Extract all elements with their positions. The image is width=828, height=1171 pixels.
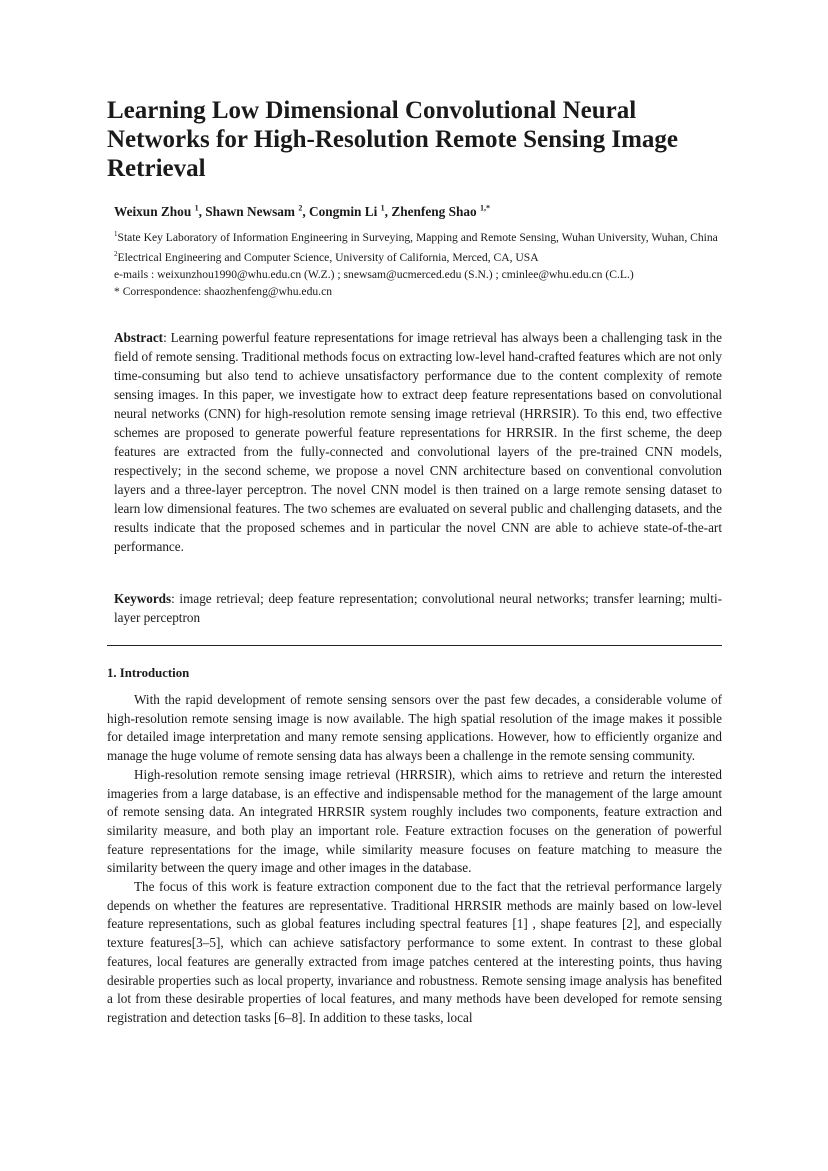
author: Congmin Li $^1$, <box>308 204 392 220</box>
correspondence-line: * Correspondence: shaozhenfeng@whu.edu.cn <box>114 284 333 298</box>
author: Weixun Zhou $^1$, <box>114 204 206 220</box>
section-heading: 1. Introduction <box>107 666 190 680</box>
section-divider <box>107 645 722 646</box>
introduction-body <box>107 691 722 1028</box>
keywords <box>114 589 722 627</box>
keywords-label: Keywords <box>114 591 172 606</box>
body-paragraph: With the rapid development of remote sensing sensors over the past few decades, a considerable volume of high-resolution remote sensing image is now available. The high spatial resolution of the image makes it possible for detailed image interpretation and many remote sensing applications. However, how to efficiently organize and manage the huge volume of remote sensing data has always been a challenge in the remote sensing community. <box>107 692 722 764</box>
affiliation: $^2$Electrical Engineering and Computer Science, University of California, Merced, CA, USA <box>114 249 539 264</box>
author: Shawn Newsam $^2$, <box>205 204 309 220</box>
author-list <box>114 200 714 221</box>
keywords-text: : image retrieval; deep feature representation; convolutional neural networks; transfer learning; multi-layer perceptron <box>114 591 722 625</box>
affiliations <box>114 226 724 300</box>
body-paragraph: High-resolution remote sensing image retrieval (HRRSIR), which aims to retrieve and return the interested imageries from a large database, is an effective and indispensable method for the management of the large amount of remote sensing data. An integrated HRRSIR system roughly includes two components, feature extraction and similarity measure, and both play an important role. Feature extraction focuses on the generation of powerful feature representations for the image, while similarity measure focuses on feature matching to measure the similarity between the query image and other images in the database. <box>107 766 722 876</box>
abstract-text: : Learning powerful feature representations for image retrieval has always been a challenging task in the field of remote sensing. Traditional methods focus on extracting low-level hand-crafted features which are not only time-consuming but also tend to achieve unsatisfactory performance due to the content complexity of remote sensing images. In this paper, we investigate how to extract deep feature representations based on convolutional neural networks (CNN) for high-resolution remote sensing image retrieval (HRRSIR). To this end, two effective schemes are proposed to generate powerful feature representations for HRRSIR. In the first scheme, the deep features are extracted from the fully-connected and convolutional layers of the pre-trained CNN models, respectively; in the second scheme, we propose a novel CNN architecture based on conventional convolution layers and a three-layer perceptron. The novel CNN model is then trained on a large remote sensing dataset to learn low dimensional features. The two schemes are evaluated on several public and challenging datasets, and the results indicate that the proposed schemes and in particular the novel CNN are able to achieve state-of-the-art performance. <box>114 330 722 554</box>
affiliation: $^1$State Key Laboratory of Information Engineering in Surveying, Mapping and Remote Sensing, Wuhan University, Wuhan, China <box>114 230 718 244</box>
body-paragraph: The focus of this work is feature extraction component due to the fact that the retrieval performance largely depends on whether the features are representative. Traditional HRRSIR methods are mainly based on low-level feature representations, such as global features including spectral features [1] , shape features [2], and especially texture features[3–5], which can achieve satisfactory performance to some extent. In contrast to these global features, local features are generally extracted from image patches centered at the interesting points, thus having desirable properties such as local property, invariance and robustness. Remote sensing image analysis has benefited a lot from these desirable properties of local features, and many methods have been developed for remote sensing registration and detection tasks [6–8]. In addition to these tasks, local <box>107 879 722 1025</box>
abstract-label: Abstract <box>114 330 164 345</box>
author: Zhenfeng Shao $^{1,*}$ <box>391 204 491 220</box>
paper-title: Learning Low Dimensional Convolutional Neural Networks for High-Resolution Remote Sensing Image Retrieval <box>107 97 679 182</box>
abstract <box>114 328 722 556</box>
email-line: e-mails : weixunzhou1990@whu.edu.cn (W.Z.) ; snewsam@ucmerced.edu (S.N.) ; cminlee@whu.edu.cn (C.L.) <box>114 267 634 281</box>
